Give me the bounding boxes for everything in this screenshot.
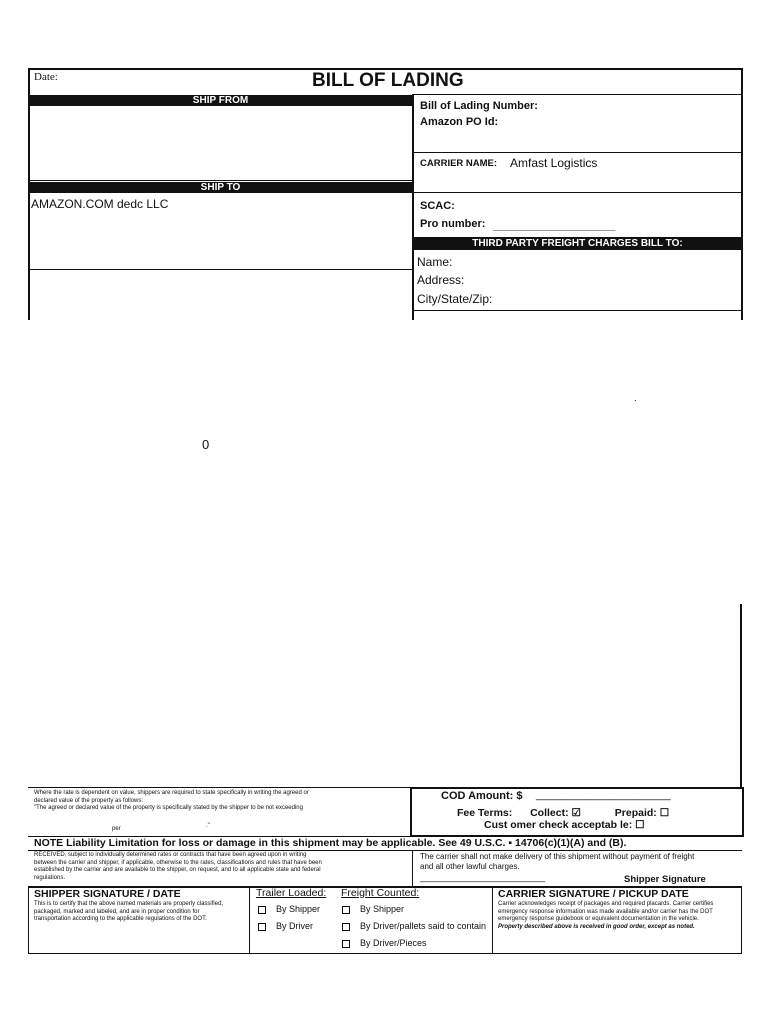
trailer-by-shipper-checkbox[interactable] [258,906,266,914]
received-text [34,852,412,882]
carrier-cert-line-2: emergency response information was made available and/or carrier has the DOT [498,908,713,915]
shipper-signature-label: Shipper Signature [624,874,706,885]
freight-by-shipper[interactable] [342,904,404,914]
value-line-2: declared value of the property as follows: [34,797,144,804]
carrier-cert-line-1: Carrier acknowledges receipt of packages and required placards. Carrier certifies [498,901,714,907]
ship-to-header: SHIP TO [29,182,412,193]
carrier-notice-line-2: and all other lawful charges. [420,862,520,871]
received-line-4: regulations. [34,874,66,881]
trailer-by-driver-label: By Driver [276,921,314,931]
value-line-1: Where the rate is dependent on value, shippers are required to state specifically in writing the agreed or [34,790,309,796]
freight-by-driver-pallets-label: By Driver/pallets said to contain [360,921,487,931]
trailer-by-driver[interactable] [258,921,313,931]
collect-checkbox[interactable]: ☑ [571,807,581,819]
trailer-by-shipper[interactable] [258,904,320,914]
right-top-rule [412,94,742,95]
liability-note: NOTE Liability Limitation for loss or damage in this shipment may be applicable. See 49 U.S.C. ▪ 14706(c)(1)(A) and (B). [34,837,627,849]
freight-by-driver-pallets[interactable] [342,921,486,931]
shipper-cert-line-3: transportation according to the applicable regulations of the DOT. [34,916,207,922]
bol-number-label: Bill of Lading Number: [420,100,538,112]
trailer-loaded-title: Trailer Loaded: [256,887,327,899]
prepaid-label: Prepaid: [614,807,657,819]
freight-by-shipper-label: By Shipper [360,904,405,914]
value-statement [34,790,414,813]
per-tail: ." [206,823,210,829]
right-margin-mark [740,604,742,788]
shipper-cert-line-2: packaged, marked and labeled, and are in proper condition for [34,908,200,915]
amazon-po-label: Amazon PO Id: [420,116,499,128]
carrier-cert-line-3: emergency response guidebook or equivalent documentation in the vehicle. [498,916,699,922]
note-bottom-rule [28,850,742,851]
carrier-notice-line-1: The carrier shall not make delivery of this shipment without payment of freight [420,852,695,861]
scac-label: SCAC: [420,200,455,212]
cod-amount-label: COD Amount: $ [441,790,523,802]
customer-check-label: Cust omer check acceptab le: [484,819,633,831]
freight-by-driver-pieces[interactable] [342,938,427,948]
shipper-certification [34,901,246,924]
bill-to-address-label: Address: [417,273,465,287]
mid-divider [412,94,414,320]
trailer-by-driver-checkbox[interactable] [258,923,266,931]
freight-counted-title: Freight Counted: [341,887,420,899]
freight-by-driver-pieces-checkbox[interactable] [342,940,350,948]
page-title: BILL OF LADING [312,70,464,91]
per-label: per [112,826,121,832]
value-line-3: "The agreed or declared value of the property is specifically stated by the shipper to be not exceeding [34,805,303,811]
customer-check-row [484,819,645,831]
carrier-signature-title: CARRIER SIGNATURE / PICKUP DATE [498,888,689,900]
prepaid-checkbox[interactable]: ☐ [659,807,670,819]
trailer-by-shipper-label: By Shipper [276,904,321,914]
freight-by-shipper-checkbox[interactable] [342,906,350,914]
received-line-3: established by the carrier and are available to the shipper, on request, and to all applicable state and federal [34,867,321,873]
cod-amount-line: ______________________ [536,789,671,801]
sig-row-bottom [28,953,742,954]
bill-to-name-label: Name: [417,255,453,269]
bill-to-bottom [412,310,742,311]
customer-check-checkbox[interactable]: ☐ [635,819,645,831]
carrier-notice [420,852,694,872]
fee-terms-label: Fee Terms: [457,807,513,819]
collect-label: Collect: [530,807,569,819]
received-line-2: between the carrier and shipper, if applicable, otherwise to the rates, classifications and rules that have been [34,859,322,866]
carrier-cert-line-4: Property described above is received in good order, except as noted. [498,923,695,930]
ship-to-bottom [28,269,413,270]
freight-by-driver-pieces-label: By Driver/Pieces [360,938,427,948]
right-border [741,68,743,320]
shipper-signature-line[interactable]: _________________________ [420,872,546,882]
total-zero: 0 [202,437,210,452]
stray-dot: . [634,393,637,404]
ship-from-bottom [28,180,413,181]
sig-div-1 [249,886,250,954]
carrier-name-label: CARRIER NAME: [420,158,498,169]
sig-row-right [741,886,742,954]
carrier-top-rule [412,152,742,153]
sig-row-left [28,886,29,954]
fee-terms-row [457,807,669,819]
received-divider [412,850,413,886]
shipper-signature-title: SHIPPER SIGNATURE / DATE [34,888,181,900]
bill-to-city-label: City/State/Zip: [417,292,493,306]
sig-div-2 [492,886,493,954]
freight-by-driver-pallets-checkbox[interactable] [342,923,350,931]
ship-from-header: SHIP FROM [29,95,412,106]
pro-number-line: ____________________ [493,220,616,232]
ship-to-name: AMAZON.COM dedc LLC [31,197,169,211]
third-party-header: THIRD PARTY FREIGHT CHARGES BILL TO: [413,237,742,250]
scac-top-rule [412,192,742,193]
pro-number-label: Pro number: [420,218,486,230]
shipper-cert-line-1: This is to certify that the above named materials are properly classified, [34,901,224,907]
carrier-certification [498,901,738,931]
date-label: Date: [34,71,58,83]
received-line-1: RECEIVED, subject to individually determined rates or contracts that have been agreed upon in writing [34,852,307,858]
carrier-name-value: Amfast Logistics [510,156,598,170]
